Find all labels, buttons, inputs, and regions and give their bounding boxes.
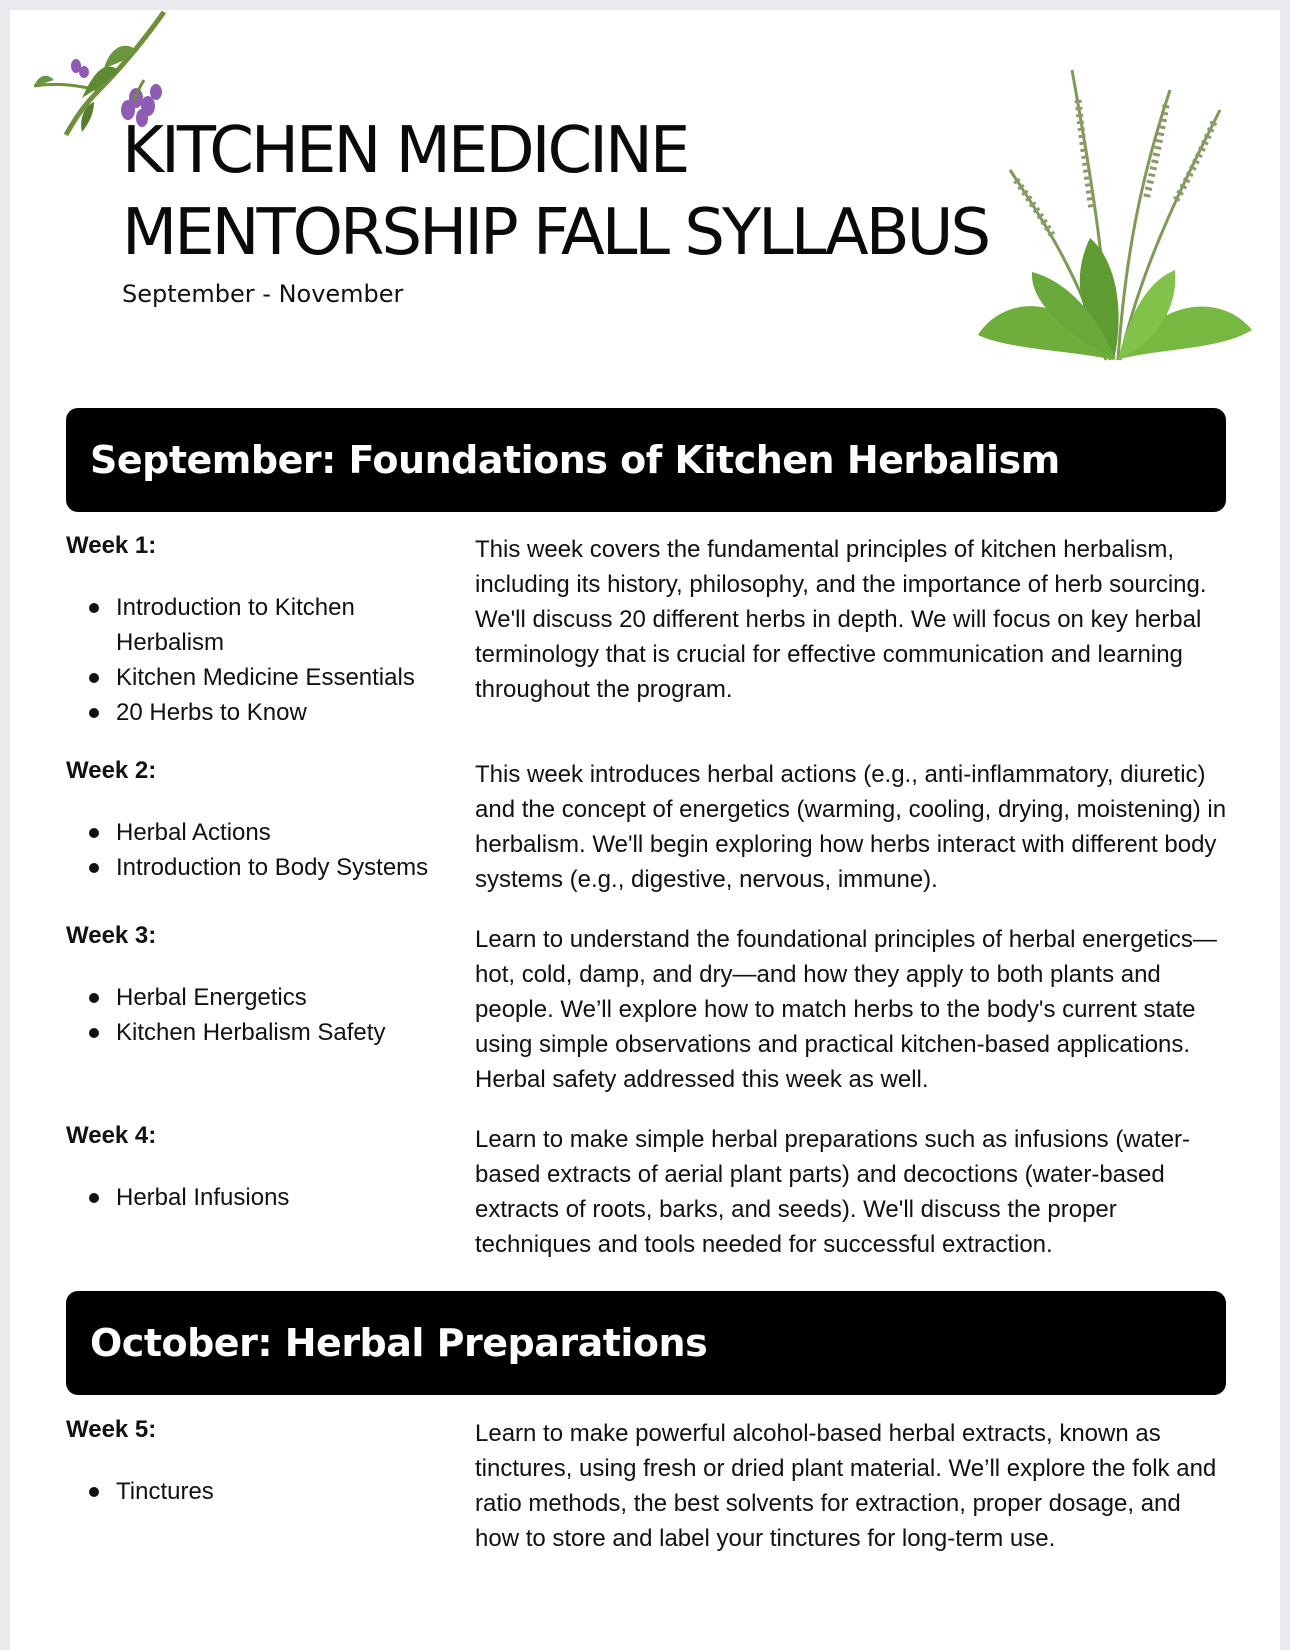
topic-item: 20 Herbs to Know: [86, 695, 426, 730]
topic-list: [86, 980, 486, 1050]
topic-item: Herbal Actions: [86, 815, 486, 850]
october-section-banner: [66, 1291, 1226, 1395]
topic-item: Herbal Energetics: [86, 980, 486, 1015]
week-label: Week 5:: [66, 1416, 157, 1443]
topic-list: [86, 815, 486, 885]
week-description: Learn to make simple herbal preparations such as infusions (water-based extracts of aerial plant parts) and decoctions (water-based extracts of roots, barks, and seeds). We'll discuss the proper techniques and tools needed for successful extraction.: [475, 1126, 1191, 1258]
plantain-plant-icon: [970, 60, 1260, 380]
topic-item: Introduction to Kitchen Herbalism: [86, 590, 426, 660]
topic-list: [86, 1180, 486, 1215]
section-heading: September: Foundations of Kitchen Herbalism: [90, 438, 1060, 482]
topic-item: Kitchen Medicine Essentials: [86, 660, 426, 695]
syllabus-page: [10, 10, 1280, 1650]
week-label: Week 1:: [66, 532, 157, 559]
week-description: Learn to understand the foundational principles of herbal energetics—hot, cold, damp, and dry—and how they apply to both plants and people. We’ll explore how to match herbs to the body's current state using simple observations and practical kitchen-based applications. Herbal safety addressed this week as well.: [475, 926, 1217, 1093]
week-description: This week covers the fundamental principles of kitchen herbalism, including its history, philosophy, and the importance of herb sourcing. We'll discuss 20 different herbs in depth. We will focus on key herbal terminology that is crucial for effective communication and learning throughout the program.: [475, 536, 1207, 703]
date-range-subtitle: September - November: [122, 280, 404, 308]
topic-item: Introduction to Body Systems: [86, 850, 486, 885]
week-label: Week 3:: [66, 922, 157, 949]
page-title: [122, 110, 988, 274]
topic-list: [86, 590, 426, 730]
week-label: Week 2:: [66, 757, 157, 784]
title-line-1: KITCHEN MEDICINE: [122, 114, 688, 188]
september-section-banner: [66, 408, 1226, 512]
week-description: This week introduces herbal actions (e.g., anti-inflammatory, diuretic) and the concept of energetics (warming, cooling, drying, moistening) in herbalism. We'll begin exploring how herbs interact with different body systems (e.g., digestive, nervous, immune).: [475, 761, 1227, 893]
topic-item: Tinctures: [86, 1474, 486, 1509]
topic-item: Herbal Infusions: [86, 1180, 486, 1215]
topic-list: [86, 1474, 486, 1509]
title-line-2: MENTORSHIP FALL SYLLABUS: [122, 196, 989, 270]
section-heading: October: Herbal Preparations: [90, 1321, 708, 1365]
week-label: Week 4:: [66, 1122, 157, 1149]
week-description: Learn to make powerful alcohol-based herbal extracts, known as tinctures, using fresh or dried plant material. We’ll explore the folk and ratio methods, the best solvents for extraction, proper dosage, and how to store and label your tinctures for long-term use.: [475, 1420, 1217, 1552]
topic-item: Kitchen Herbalism Safety: [86, 1015, 486, 1050]
